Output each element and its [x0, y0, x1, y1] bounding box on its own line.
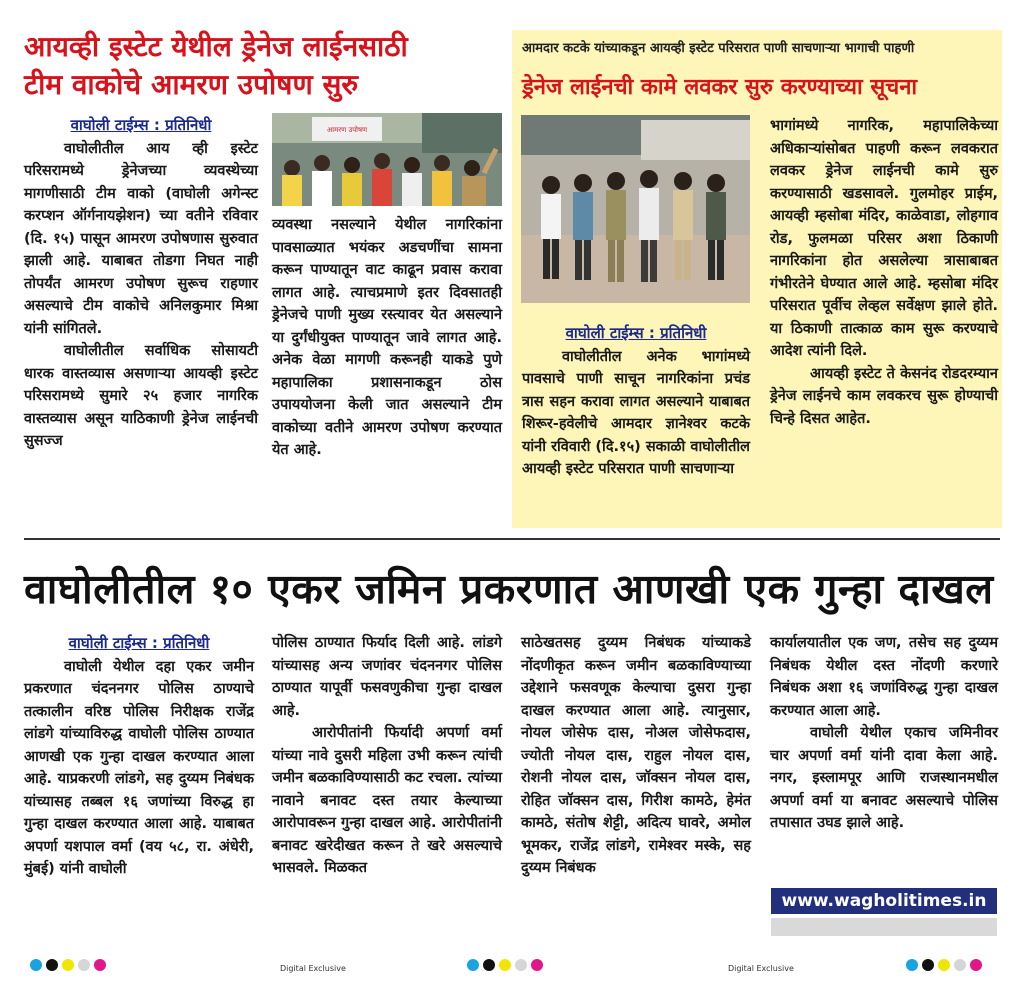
- grey-bar: [771, 918, 997, 936]
- registration-dots-right: [906, 959, 982, 971]
- story2-paragraph: भागांमध्ये नागरिक, महापालिकेच्या अधिकाऱ्यांसोबत पाहणी करून लवकरात लवकर ड्रेनेज लाईनची कामे सुरु करण्यासाठी खडसावले. गुलमोहर प्राईम, आयव्ही म्हसोबा मंदिर, काळेवाडा, लोहगाव रोड, फुलमळा परिसर अशा ठिकाणी नागरिकांना होत असलेल्या त्रासाबाबत गंभीरतेने घेण्यात आले आहे. म्हसोबा मंदिर परिसरात पूर्वीच लेव्हल सर्वेक्षण झाले होते. या ठिकाणी तात्काळ काम सुरू करण्याचे आदेश त्यांनी दिले.: [770, 118, 998, 359]
- story2-headline: ड्रेनेज लाईनची कामे लवकर सुरु करण्याच्या सूचना: [522, 75, 918, 100]
- story1-headline-line1: आयव्ही इस्टेट येथील ड्रेनेज लाईनसाठी: [24, 30, 408, 63]
- registration-dot: [954, 959, 966, 971]
- registration-dot: [30, 959, 42, 971]
- story1-col2: [272, 214, 502, 462]
- story3-col4: [770, 632, 998, 835]
- story3-col2: [272, 632, 502, 880]
- story2-paragraph: आयव्ही इस्टेट ते केसनंद रोडदरम्यान ड्रेनेज लाईनचे काम लवकरच सुरू होण्याची चिन्हे दिसत आहेत.: [770, 365, 998, 427]
- story2-col1: [522, 322, 750, 481]
- protest-banner-text: आमरण उपोषण: [326, 126, 368, 134]
- registration-dot: [62, 959, 74, 971]
- protest-photo-image: [272, 113, 502, 206]
- footer-label-left: Digital Exclusive: [280, 964, 346, 973]
- registration-dots-center: [467, 959, 543, 971]
- registration-dot: [515, 959, 527, 971]
- protest-photo: [272, 113, 502, 206]
- story3-paragraph: वाघोली येथील एकाच जमिनीवर चार अपर्णा वर्मा यांनी दावा केला आहे. नगर, इस्लामपूर आणि राजस्थानमधील अपर्णा वर्मा या बनावट असल्याचे पोलिस तपासात उघड झाले आहे.: [770, 725, 998, 831]
- story3-paragraph: वाघोली येथील दहा एकर जमीन प्रकरणात चंदननगर पोलिस ठाण्याचे तत्कालीन वरिष्ठ पोलिस निरीक्षक राजेंद्र लांडगे यांच्याविरुद्ध वाघोली पोलिस ठाण्यात आणखी एक गुन्हा दाखल करण्यात आला आहे. याप्रकरणी लांडगे, सह दुय्यम निबंधक यांच्यासह तब्बल १६ जणांच्या विरुद्ध हा गुन्हा दाखल करण्यात आला आहे. याबाबत अपर्णा यशपाल वर्मा (वय ५८, रा. अंधेरी, मुंबई) यांनी वाघोली: [24, 658, 254, 877]
- registration-dot: [467, 959, 479, 971]
- registration-dots-left: [30, 959, 106, 971]
- story3-col1: [24, 632, 254, 881]
- story1-paragraph: वाघोलीतील सर्वाधिक सोसायटी धारक वास्तव्यास असणाऱ्या आयव्ही इस्टेट परिसरामध्ये सुमारे २५ हजार नागरिक वास्तव्यास असून याठिकाणी ड्रेनेज लाईनची सुसज्ज: [24, 343, 258, 449]
- story3-paragraph: पोलिस ठाण्यात फिर्याद दिली आहे. लांडगे यांच्यासह अन्य जणांवर चंदननगर पोलिस ठाण्यात यापूर्वी फसवणुकीचा गुन्हा दाखल आहे.: [272, 635, 502, 719]
- story1-headline: [24, 28, 504, 104]
- story2-byline: वाघोली टाईम्स : प्रतिनिधी: [565, 324, 707, 342]
- story1-paragraph: व्यवस्था नसल्याने येथील नागरिकांना पावसाळ्यात भयंकर अडचणींचा सामना करून पाण्यातून वाट काढून प्रवास करावा लागत आहे. त्याचप्रमाणे इतर दिवसातही ड्रेनेजचे पाणी मुख्य रस्त्यावर येत असल्याने या दुर्गंधीयुक्त पाण्यातून जावे लागत आहे. अनेक वेळा मागणी करूनही याकडे पुणे महापालिका प्रशासनाकडून ठोस उपाययोजना केली जात असल्याने टीम वाकोच्या वतीने आमरण उपोषण करण्यात येत आहे.: [272, 217, 502, 458]
- story2-paragraph: वाघोलीतील अनेक भागांमध्ये पावसाचे पाणी साचून नागरिकांना प्रचंड त्रास सहन करावा लागत असल्याने याबाबत शिरूर-हवेलीचे आमदार ज्ञानेश्वर कटके यांनी रविवारी (दि.१५) सकाळी वाघोलीतील आयव्ही इस्टेट परिसरात पाणी साचणाऱ्या: [522, 348, 750, 477]
- story3-paragraph: आरोपीतांनी फिर्यादी अपर्णा वर्मा यांच्या नावे दुसरी महिला उभी करून त्यांची जमीन बळकाविण्यासाठी कट रचला. त्यांच्या नावाने बनावट दस्त तयार केल्याच्या आरोपावरून गुन्हा दाखल आहे. आरोपीतांनी बनावट खरेदीखत करून ते खरे असल्याचे भासवले. मिळकत: [272, 725, 502, 876]
- registration-dot: [78, 959, 90, 971]
- registration-dot: [94, 959, 106, 971]
- story3-paragraph: साठेखतसह दुय्यम निबंधक यांच्याकडे नोंदणीकृत करून जमीन बळकाविण्याच्या उद्देशाने फसवणूक केल्याचा दुसरा गुन्हा दाखल करण्यात आला आहे. त्यानुसार, नोयल जोसेफ दास, नोअल जोसेफदास, ज्योती नोयल दास, राहुल नोयल दास, रोशनी नोयल दास, जॉक्सन नोयल दास, रोहित जॉक्सन दास, गिरीश कामठे, हेमंत कामठे, संतोष शेट्टी, अदित्य घावरे, अमोल भूमकर, राजेंद्र लांडगे, रामेश्वर मस्के, सह दुय्यम निबंधक: [521, 635, 751, 876]
- registration-dot: [906, 959, 918, 971]
- registration-dot: [938, 959, 950, 971]
- story2-col2: [770, 115, 998, 430]
- inspection-photo-image: [521, 115, 750, 303]
- story1-headline-line2: टीम वाकोचे आमरण उपोषण सुरु: [24, 68, 359, 101]
- registration-dot: [531, 959, 543, 971]
- website-link[interactable]: www.wagholitimes.in: [771, 888, 997, 914]
- story1-col1: [24, 114, 258, 453]
- registration-dot: [46, 959, 58, 971]
- registration-dot: [483, 959, 495, 971]
- registration-dot: [970, 959, 982, 971]
- story1-paragraph: वाघोलीतील आय व्ही इस्टेट परिसरामध्ये ड्रेनेजच्या व्यवस्थेच्या मागणीसाठी टीम वाको (वाघोली अगेन्स्ट करप्शन ऑर्गनायझेशन) च्या वतीने रविवार (दि. १५) पासून आमरण उपोषणास सुरुवात झाली आहे. याबाबत तोडगा निघत नाही तोपर्यंत आमरण उपोषण सुरूच राहणार असल्याचे टीम वाकोचे अनिलकुमार मिश्रा यांनी सांगितले.: [24, 140, 258, 337]
- story3-headline: वाघोलीतील १० एकर जमिन प्रकरणात आणखी एक गुन्हा दाखल: [24, 565, 994, 613]
- story2-strap: आमदार कटके यांच्याकडून आयव्ही इस्टेट परिसरात पाणी साचणाऱ्या भागाची पाहणी: [522, 41, 915, 56]
- section-divider: [24, 538, 1000, 540]
- registration-dot: [922, 959, 934, 971]
- inspection-photo: [521, 115, 750, 303]
- registration-dot: [499, 959, 511, 971]
- story3-paragraph: कार्यालयातील एक जण, तसेच सह दुय्यम निबंधक येथील दस्त नोंदणी करणारे निबंधक अशा १६ जणांविरुद्ध गुन्हा दाखल करण्यात आला आहे.: [770, 635, 998, 719]
- story3-col3: [521, 632, 751, 880]
- footer-label-right: Digital Exclusive: [728, 964, 794, 973]
- story1-byline: वाघोली टाईम्स : प्रतिनिधी: [70, 116, 212, 134]
- story3-byline: वाघोली टाईम्स : प्रतिनिधी: [68, 634, 210, 652]
